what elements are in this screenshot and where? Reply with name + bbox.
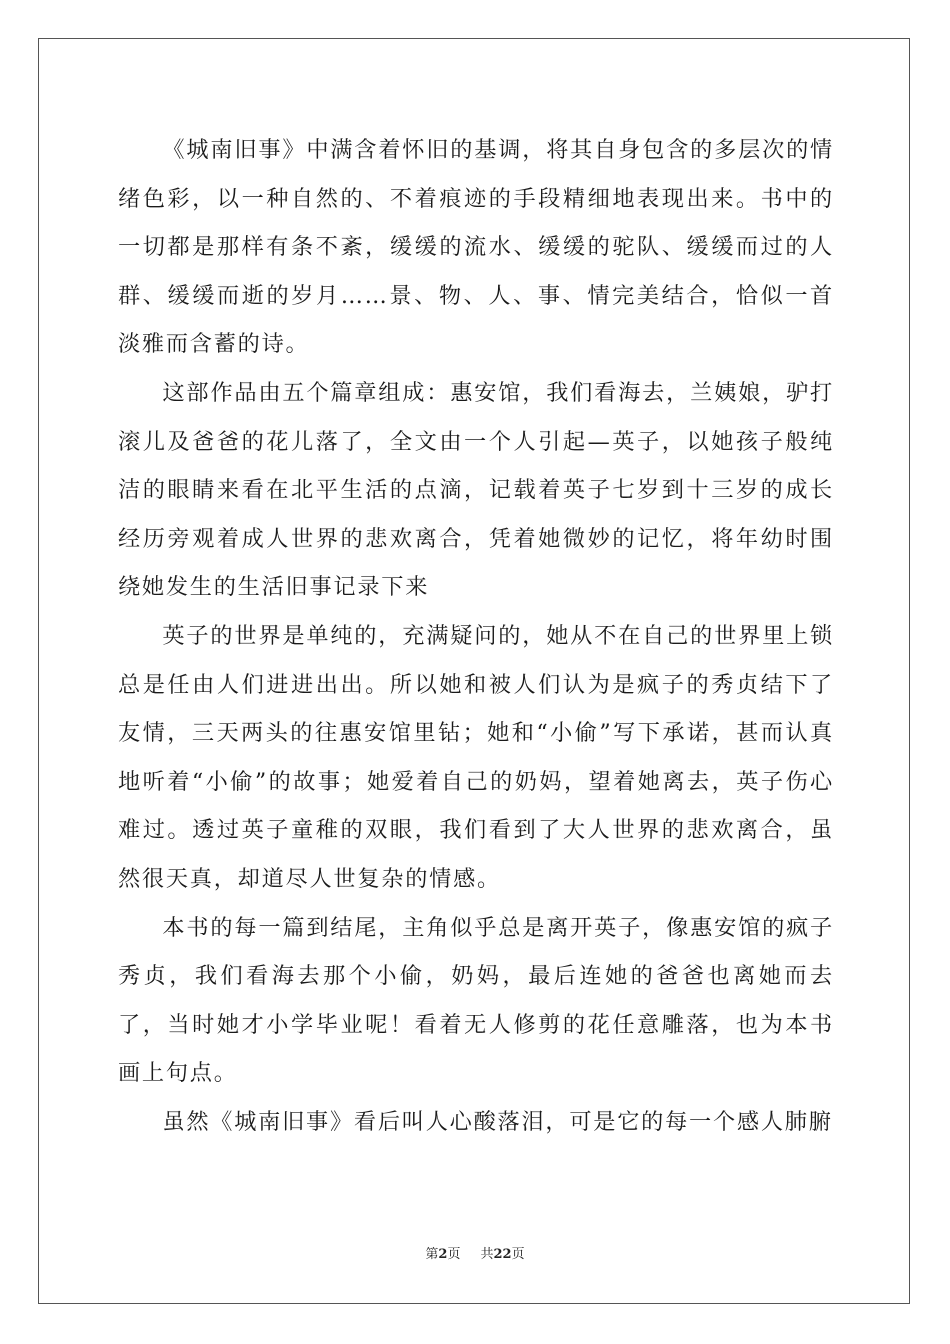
paragraph-1: 《城南旧事》中满含着怀旧的基调，将其自身包含的多层次的情绪色彩，以一种自然的、不着痕迹的手段精细地表现出来。书中的一切都是那样有条不紊，缓缓的流水、缓缓的驼队、缓缓而过的人群、缓缓而逝的岁月……景、物、人、事、情完美结合，恰似一首淡雅而含蓄的诗。 (118, 137, 834, 358)
total-pages: 22 (493, 1247, 512, 1262)
paragraph-3: 英子的世界是单纯的，充满疑问的，她从不在自己的世界里上锁总是任由人们进进出出。所以她和被人们认为是疯子的秀贞结下了友情，三天两头的往惠安馆里钻；她和“小偷”写下承诺，甚而认真地听着“小偷”的故事；她爱着自己的奶妈，望着她离去，英子伤心难过。透过英子童稚的双眼，我们看到了大人世界的悲欢离合，虽然很天真，却道尽人世复杂的情感。 (118, 622, 834, 892)
total-suffix: 页 (511, 1247, 525, 1262)
page-suffix: 页 (447, 1247, 461, 1262)
document-body (118, 126, 834, 1146)
total-prefix: 共 (480, 1247, 494, 1262)
paragraph-4: 本书的每一篇到结尾，主角似乎总是离开英子，像惠安馆的疯子秀贞，我们看海去那个小偷，奶妈，最后连她的爸爸也离她而去了，当时她才小学毕业呢！看着无人修剪的花任意雕落，也为本书画上句点。 (118, 914, 834, 1087)
page-number: 2 (438, 1247, 448, 1262)
page-footer (0, 1243, 950, 1262)
paragraph-5: 虽然《城南旧事》看后叫人心酸落泪，可是它的每一个感人肺腑 (162, 1108, 833, 1135)
paragraph-2: 这部作品由五个篇章组成：惠安馆，我们看海去，兰姨娘，驴打滚儿及爸爸的花儿落了，全文由一个人引起—英子，以她孩子般纯洁的眼睛来看在北平生活的点滴，记载着英子七岁到十三岁的成长经历旁观着成人世界的悲欢离合，凭着她微妙的记忆，将年幼时围绕她发生的生活旧事记录下来 (118, 379, 834, 601)
page-prefix: 第 (425, 1247, 439, 1262)
